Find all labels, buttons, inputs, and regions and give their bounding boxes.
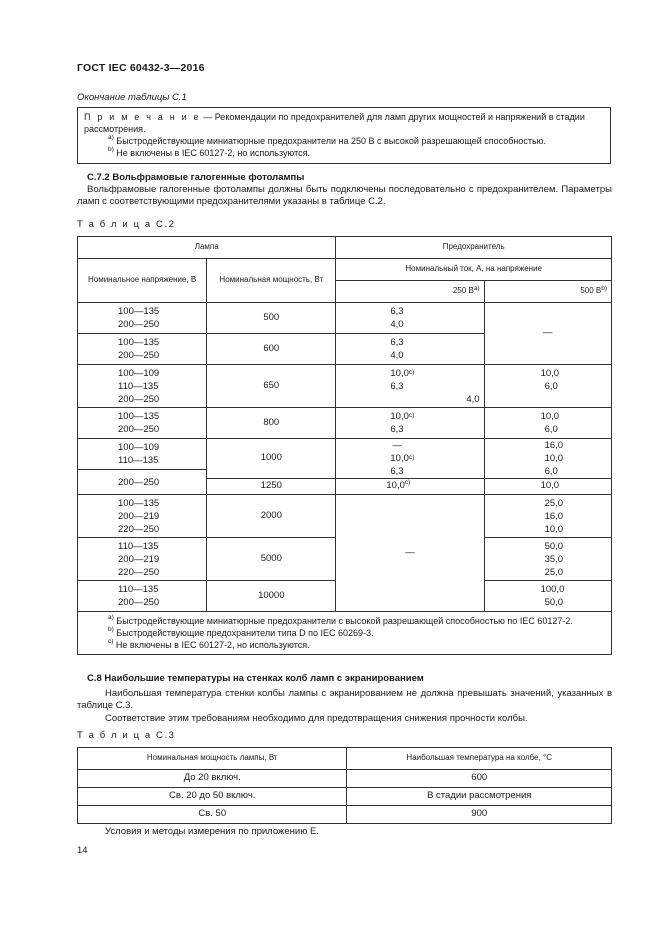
note-text: П р и м е ч а н и е — Рекомендации по предохранителей для ламп других мощностей и напряжений в стадии рассмотрения. bbox=[84, 112, 585, 135]
power-cell: 2000 bbox=[207, 495, 336, 538]
header-250v: 250 $В^{а)}$ bbox=[336, 281, 484, 303]
current-250-cell: — bbox=[336, 495, 484, 612]
current-500-cell: 50,0 35,0 25,0 bbox=[484, 538, 611, 581]
header-current: Номинальный ток, А, на напряжение bbox=[336, 259, 612, 281]
section-c8-paragraph-2: Соответствие этим требованиям необходимо для предотвращения снижения прочности колбы. bbox=[105, 713, 528, 724]
table-row bbox=[78, 439, 612, 470]
table-continuation-caption: Окончание таблицы С.1 bbox=[77, 92, 187, 103]
section-c72-text: Вольфрамовые галогенные фотолампы должны быть подключены последовательно с предохранителем. Параметры ламп с соответствующими предохранителями указаны в таблице С.2. bbox=[77, 184, 612, 208]
current-500-cell: 10,0 6,0 bbox=[484, 408, 611, 439]
temperature-cell: 600 bbox=[347, 770, 612, 788]
current-250-cell: 10,0$^{c)}$ 6,3 bbox=[336, 408, 484, 439]
note-box bbox=[77, 107, 611, 164]
table-row bbox=[78, 770, 612, 788]
current-250-cell: 10,0$^{c)}$ bbox=[336, 479, 484, 495]
voltage-cell: 200—250 bbox=[78, 470, 207, 495]
table-row bbox=[78, 365, 612, 408]
power-cell: 10000 bbox=[207, 581, 336, 612]
table-c3 bbox=[77, 747, 612, 824]
voltage-cell: 100—109 110—135 200—250 bbox=[78, 365, 207, 408]
current-500-cell: 16,0 10,0 6,0 bbox=[484, 439, 611, 479]
current-250-cell: 10,0$^{c)}$ 6,3 4,0 bbox=[336, 365, 484, 408]
current-250-cell: 6,3 4,0 bbox=[336, 303, 484, 334]
current-250-cell: 6,3 4,0 bbox=[336, 334, 484, 365]
header-temperature: Наибольшая температура на колбе, °С bbox=[347, 748, 612, 770]
section-c72-title: С.7.2 Вольфрамовые галогенные фотолампы bbox=[87, 172, 305, 183]
voltage-cell: 100—109 110—135 bbox=[78, 439, 207, 470]
voltage-cell: 110—135 200—219 220—250 bbox=[78, 538, 207, 581]
document-header: ГОСТ IEC 60432-3—2016 bbox=[77, 62, 205, 74]
header-500v: 500 $В^{b)}$ bbox=[484, 281, 611, 303]
current-500-cell: 10,0 bbox=[484, 479, 611, 495]
temperature-cell: 900 bbox=[347, 806, 612, 824]
current-250-cell: — 10,0$^{c)}$ 6,3 bbox=[336, 439, 484, 479]
power-cell: Св. 50 bbox=[78, 806, 347, 824]
power-cell: 5000 bbox=[207, 538, 336, 581]
note-label: П р и м е ч а н и е bbox=[84, 112, 201, 122]
page-number: 14 bbox=[77, 845, 88, 856]
header-power: Номинальная мощность, Вт bbox=[207, 259, 336, 303]
power-cell: 650 bbox=[207, 365, 336, 408]
power-cell: 1250 bbox=[207, 479, 336, 495]
footnote-b: $^{b)}$ Быстродействующие предохранители типа D по IEC 60269-3. bbox=[108, 626, 374, 639]
header-voltage: Номинальное напряжение, В bbox=[78, 259, 207, 303]
current-500-cell: 10,0 6,0 bbox=[484, 365, 611, 408]
power-cell: До 20 включ. bbox=[78, 770, 347, 788]
closing-text: Условия и методы измерения по приложению Е. bbox=[105, 826, 319, 837]
table-row bbox=[78, 788, 612, 806]
power-cell: 1000 bbox=[207, 439, 336, 479]
power-cell: 800 bbox=[207, 408, 336, 439]
table-c3-label: Т а б л и ц а С.3 bbox=[77, 730, 176, 741]
header-fuse: Предохранитель bbox=[336, 237, 612, 259]
voltage-cell: 100—135 200—250 bbox=[78, 334, 207, 365]
header-power: Номинальная мощность лампы, Вт bbox=[78, 748, 347, 770]
table-row bbox=[78, 806, 612, 824]
current-500-cell: 100,0 50,0 bbox=[484, 581, 611, 612]
table-row bbox=[78, 303, 612, 334]
footnote-c: $^{c)}$ Не включены в IEC 60127-2, но используются. bbox=[108, 638, 310, 651]
voltage-cell: 110—135 200—250 bbox=[78, 581, 207, 612]
voltage-cell: 100—135 200—219 220—250 bbox=[78, 495, 207, 538]
header-lamp: Лампа bbox=[78, 237, 336, 259]
section-c8-title: С.8 Наибольшие температуры на стенках колб ламп с экранированием bbox=[87, 673, 424, 684]
power-cell: 600 bbox=[207, 334, 336, 365]
voltage-cell: 100—135 200—250 bbox=[78, 303, 207, 334]
table-c2-footnotes bbox=[78, 612, 612, 655]
table-c2-label: Т а б л и ц а С.2 bbox=[77, 219, 176, 230]
power-cell: Св. 20 до 50 включ. bbox=[78, 788, 347, 806]
section-c8-paragraph-1: Наибольшая температура стенки колбы лампы с экранированием не должна превышать значений, указанных в таблице С.3. bbox=[77, 688, 612, 712]
footnote-a: $^{а)}$ Быстродействующие миниатюрные предохранители с высокой разрешающей способностью по IEC 60127-2. bbox=[108, 614, 573, 626]
note-footnote-b: $^{b)}$ Не включены в IEC 60127-2, но используются. bbox=[108, 146, 310, 159]
table-c2 bbox=[77, 236, 612, 655]
current-500-cell: 25,0 16,0 10,0 bbox=[484, 495, 611, 538]
table-row bbox=[78, 408, 612, 439]
voltage-cell: 100—135 200—250 bbox=[78, 408, 207, 439]
power-cell: 500 bbox=[207, 303, 336, 334]
table-row bbox=[78, 495, 612, 538]
current-500-cell: — bbox=[484, 303, 611, 365]
temperature-cell: В стадии рассмотрения bbox=[347, 788, 612, 806]
note-footnote-a: $^{а)}$ Быстродействующие миниатюрные предохранители на 250 В с высокой разрешающей способностью. bbox=[108, 134, 546, 147]
